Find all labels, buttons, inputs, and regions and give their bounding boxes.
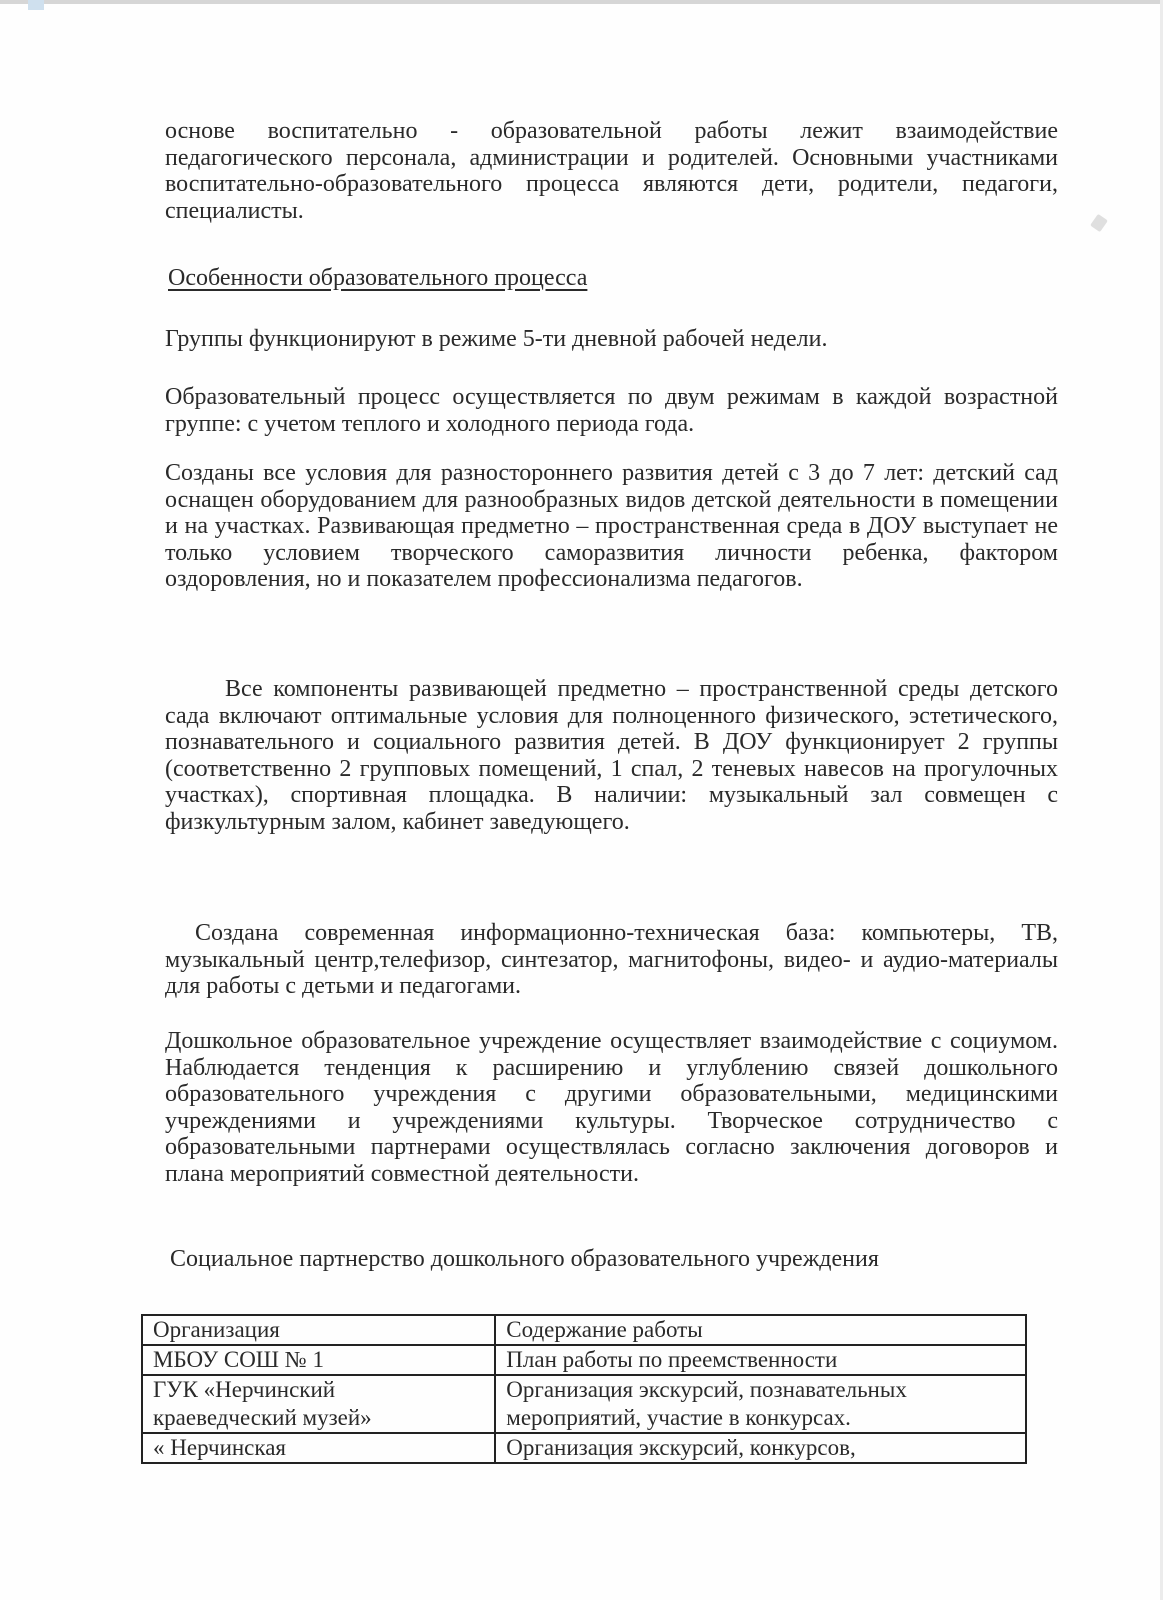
table-header-content: Содержание работы bbox=[495, 1315, 1026, 1345]
table-cell-content: План работы по преемственности bbox=[495, 1345, 1026, 1375]
section-heading: Особенности образовательного процесса bbox=[168, 265, 588, 291]
table-cell-content: Организация экскурсий, познавательных мероприятий, участие в конкурсах. bbox=[495, 1375, 1026, 1433]
partners-table bbox=[141, 1314, 1027, 1464]
table-row bbox=[142, 1375, 1026, 1433]
table-caption: Социальное партнерство дошкольного образовательного учреждения bbox=[170, 1246, 879, 1272]
table-header-organization: Организация bbox=[142, 1315, 495, 1345]
table-row bbox=[142, 1345, 1026, 1375]
scan-speck bbox=[1090, 214, 1108, 232]
table-cell-organization: МБОУ СОШ № 1 bbox=[142, 1345, 495, 1375]
table-cell-organization: ГУК «Нерчинский краеведческий музей» bbox=[142, 1375, 495, 1433]
paragraph-modes: Образовательный процесс осуществляется по двум режимам в каждой возрастной группе: с учетом теплого и холодного периода года. bbox=[165, 384, 1058, 437]
paragraph-intro: основе воспитательно - образовательной работы лежит взаимодействие педагогического персонала, администрации и родителей. Основными участниками воспитательно-образовательного процесса являются дети, родители, педагоги, специалисты. bbox=[165, 118, 1058, 224]
table-cell-organization: « Нерчинская bbox=[142, 1433, 495, 1463]
table-header-row bbox=[142, 1315, 1026, 1345]
paragraph-environment: Все компоненты развивающей предметно – пространственной среды детского сада включают оптимальные условия для полноценного физического, эстетического, познавательного и социального развития детей. В ДОУ функционирует 2 группы (соответственно 2 групповых помещений, 1 спал, 2 теневых навесов на прогулочных участках), спортивная площадка. В наличии: музыкальный зал совмещен с физкультурным залом, кабинет заведующего. bbox=[165, 676, 1058, 835]
table-row bbox=[142, 1433, 1026, 1463]
table-cell-content: Организация экскурсий, конкурсов, bbox=[495, 1433, 1026, 1463]
scan-corner-mark bbox=[28, 0, 44, 10]
paragraph-technical-base: Создана современная информационно-техническая база: компьютеры, ТВ, музыкальный центр,телефизор, синтезатор, магнитофоны, видео- и аудио-материалы для работы с детьми и педагогами. bbox=[165, 920, 1058, 999]
scan-top-edge bbox=[0, 0, 1163, 4]
paragraph-schedule: Группы функционируют в режиме 5-ти дневной рабочей недели. bbox=[165, 326, 828, 352]
paragraph-society: Дошкольное образовательное учреждение осуществляет взаимодействие с социумом. Наблюдается тенденция к расширению и углублению связей дошкольного образовательного учреждения с другими образовательными, медицинскими учреждениями и учреждениями культуры. Творческое сотрудничество с образовательными партнерами осуществлялась согласно заключения договоров и плана мероприятий совместной деятельности. bbox=[165, 1028, 1058, 1187]
paragraph-conditions: Созданы все условия для разностороннего развития детей с 3 до 7 лет: детский сад оснащен оборудованием для разнообразных видов детской деятельности в помещении и на участках. Развивающая предметно – пространственная среда в ДОУ выступает не только условием творческого саморазвития личности ребенка, фактором оздоровления, но и показателем профессионализма педагогов. bbox=[165, 460, 1058, 592]
